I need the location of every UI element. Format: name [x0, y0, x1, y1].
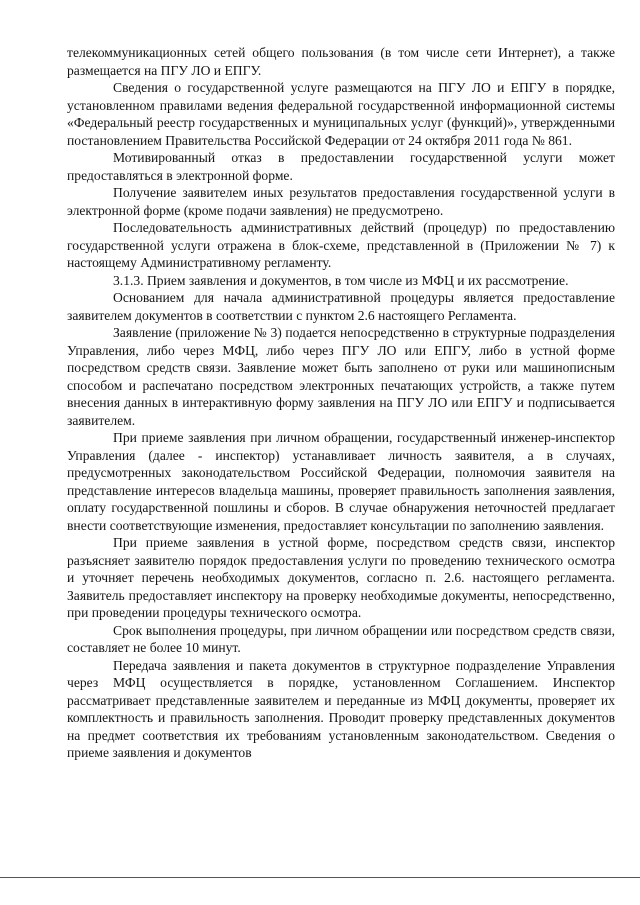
- paragraph-continuation: телекоммуникационных сетей общего пользования (в том числе сети Интернет), а также размещается на ПГУ ЛО и ЕПГУ.: [67, 45, 615, 78]
- paragraph-sequence: Последовательность административных действий (процедур) по предоставлению государственной услуги отражена в блок-схеме, представленной в (Приложении № 7) к настоящему Административному регламенту.: [67, 220, 615, 270]
- paragraph-info-placement: Сведения о государственной услуге размещаются на ПГУ ЛО и ЕПГУ в порядке, установленном правилами ведения федеральной государственной информационной системы «Федеральный реестр государственных и муниципальных услуг (функций)», утвержденными постановлением Правительства Российской Федерации от 24 октября 2011 года № 861.: [67, 80, 615, 148]
- section-heading-3-1-3: 3.1.3. Прием заявления и документов, в том числе из МФЦ и их рассмотрение.: [113, 272, 569, 288]
- paragraph-refusal: Мотивированный отказ в предоставлении государственной услуги может предоставляться в электронной форме.: [67, 150, 615, 183]
- paragraph-oral-form: При приеме заявления в устной форме, посредством средств связи, инспектор разъясняет заявителю порядок предоставления услуги по проведению технического осмотра и уточняет перечень необходимых документов, согласно п. 2.6. настоящего регламента. Заявитель предоставляет инспектору на проверку необходимые документы, непосредственно, при проведении процедуры технического осмотра.: [67, 535, 615, 620]
- paragraph-application: Заявление (приложение № 3) подается непосредственно в структурные подразделения Управления, либо через МФЦ, либо через ПГУ ЛО или ЕПГУ, либо в устной форме посредством средств связи. Заявление может быть заполнено от руки или машинописным способом и распечатано посредством электронных печатающих устройств, а также путем внесения данных в интерактивную форму заявления на ПГУ ЛО или ЕПГУ и подписывается заявителем.: [67, 325, 615, 428]
- paragraph-basis: Основанием для начала административной процедуры является предоставление заявителем документов в соответствии с пунктом 2.6 настоящего Регламента.: [67, 290, 615, 323]
- bottom-rule: [0, 877, 640, 878]
- paragraph-mfc-transfer: Передача заявления и пакета документов в структурное подразделение Управления через МФЦ осуществляется в порядке, установленном Соглашением. Инспектор рассматривает представленные заявителем и переданные из МФЦ документы, проверяет их комплектность и правильность заполнения. Проводит проверку представленных документов на предмет соответствия их требованиям установленным законодательством. Сведения о приеме заявления и документов: [67, 657, 615, 760]
- document-body: [67, 44, 615, 762]
- paragraph-personal-visit: При приеме заявления при личном обращении, государственный инженер-инспектор Управления (далее - инспектор) устанавливает личность заявителя, а в случаях, предусмотренных законодательством Российской Федерации, полномочия заявителя на представление интересов владельца машины, проверяет правильность заполнения заявления, оплату государственной пошлины и сборов. В случае обнаружения неточностей предлагает внести соответствующие изменения, предоставляет консультации по заполнению заявления.: [67, 430, 615, 533]
- paragraph-duration: Срок выполнения процедуры, при личном обращении или посредством средств связи, составляет не более 10 минут.: [67, 622, 615, 655]
- paragraph-other-results: Получение заявителем иных результатов предоставления государственной услуги в электронной форме (кроме подачи заявления) не предусмотрено.: [67, 185, 615, 218]
